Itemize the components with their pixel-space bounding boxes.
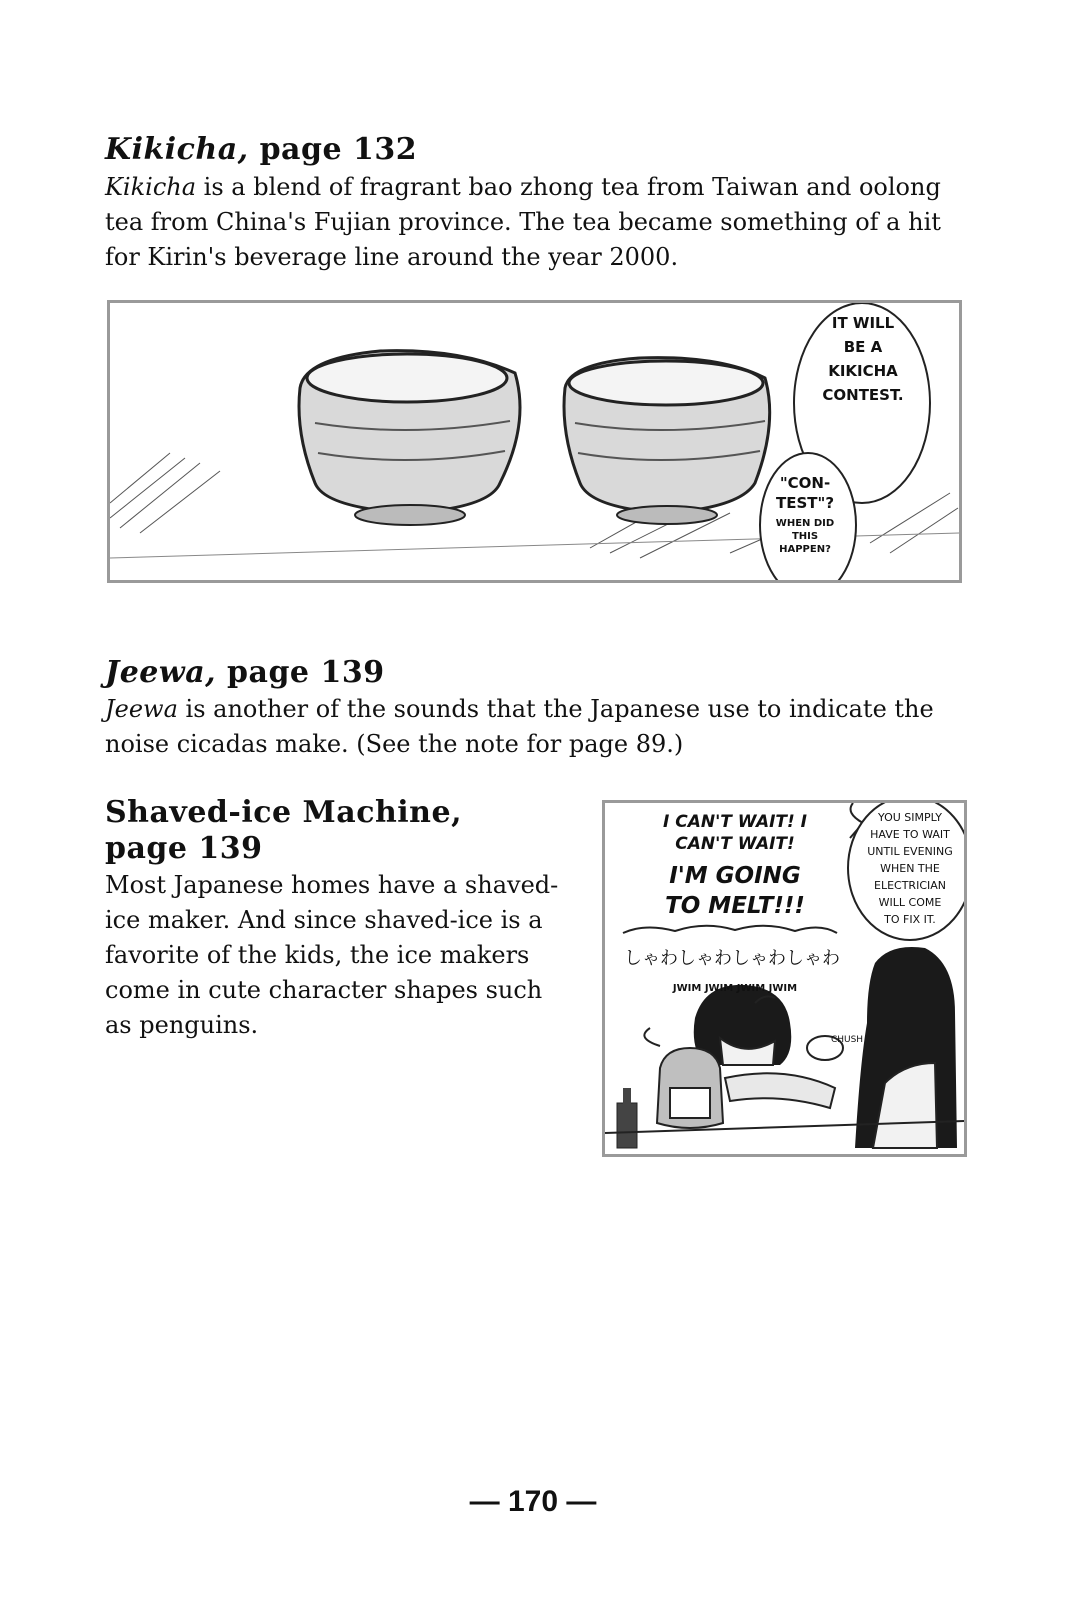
kikicha-heading bbox=[105, 132, 417, 167]
jeewa-body-term: Jeewa bbox=[105, 695, 178, 723]
jeewa-heading bbox=[105, 655, 385, 690]
sfx-jwim: JWIM JWIM JWIM JWIM bbox=[672, 983, 798, 994]
kikicha-heading-page: page 132 bbox=[259, 132, 418, 167]
kikicha-body-text: is a blend of fragrant bao zhong tea from Taiwan and oolong tea from China's Fujian province. The tea became something of a hit for Kirin's beverage line around the year 2000. bbox=[105, 173, 941, 271]
jeewa-heading-page: page 139 bbox=[227, 655, 385, 690]
shaved-ice-body: Most Japanese homes have a shaved-ice maker. And since shaved-ice is a favorite of the kids, the ice makers come in cute character shapes such as penguins. bbox=[105, 871, 559, 1039]
kikicha-body-term: Kikicha bbox=[105, 173, 197, 201]
shaved-ice-manga-panel bbox=[602, 800, 967, 1157]
cant-wait-shout: I CAN'T WAIT! I CAN'T WAIT! bbox=[662, 812, 808, 854]
shaved-ice-heading-page: page 139 bbox=[105, 831, 263, 866]
kikicha-heading-term: Kikicha, bbox=[105, 132, 249, 167]
jeewa-body bbox=[105, 692, 965, 762]
kikicha-body bbox=[105, 170, 965, 275]
sfx-chush: CHUSH bbox=[830, 1035, 864, 1045]
contest-question-bubble: "CON- TEST"? bbox=[775, 474, 835, 512]
tea-bowl-left bbox=[299, 351, 520, 525]
electrician-bubble: YOU SIMPLY HAVE TO WAIT UNTIL EVENING WHEN THE ELECTRICIAN WILL COME TO FIX IT. bbox=[867, 811, 953, 926]
jeewa-body-text: is another of the sounds that the Japanese use to indicate the noise cicadas make. (See the note for page 89.) bbox=[105, 695, 934, 758]
shaved-ice-heading bbox=[105, 795, 462, 867]
when-did-this-happen-bubble: WHEN DID THIS HAPPEN? bbox=[775, 518, 835, 555]
jeewa-heading-term: Jeewa, bbox=[105, 655, 217, 690]
kikicha-manga-panel bbox=[107, 300, 962, 583]
sfx-japanese: しゃわしゃわしゃわしゃわ bbox=[624, 948, 840, 969]
page-number: — 170 — bbox=[469, 1485, 597, 1518]
tea-bowl-right bbox=[564, 358, 770, 524]
going-to-melt-shout: I'M GOING TO MELT!!! bbox=[665, 863, 805, 919]
kikicha-contest-bubble: IT WILL BE A KIKICHA CONTEST. bbox=[822, 314, 904, 404]
shaved-ice-heading-line1: Shaved-ice Machine, bbox=[105, 795, 463, 830]
